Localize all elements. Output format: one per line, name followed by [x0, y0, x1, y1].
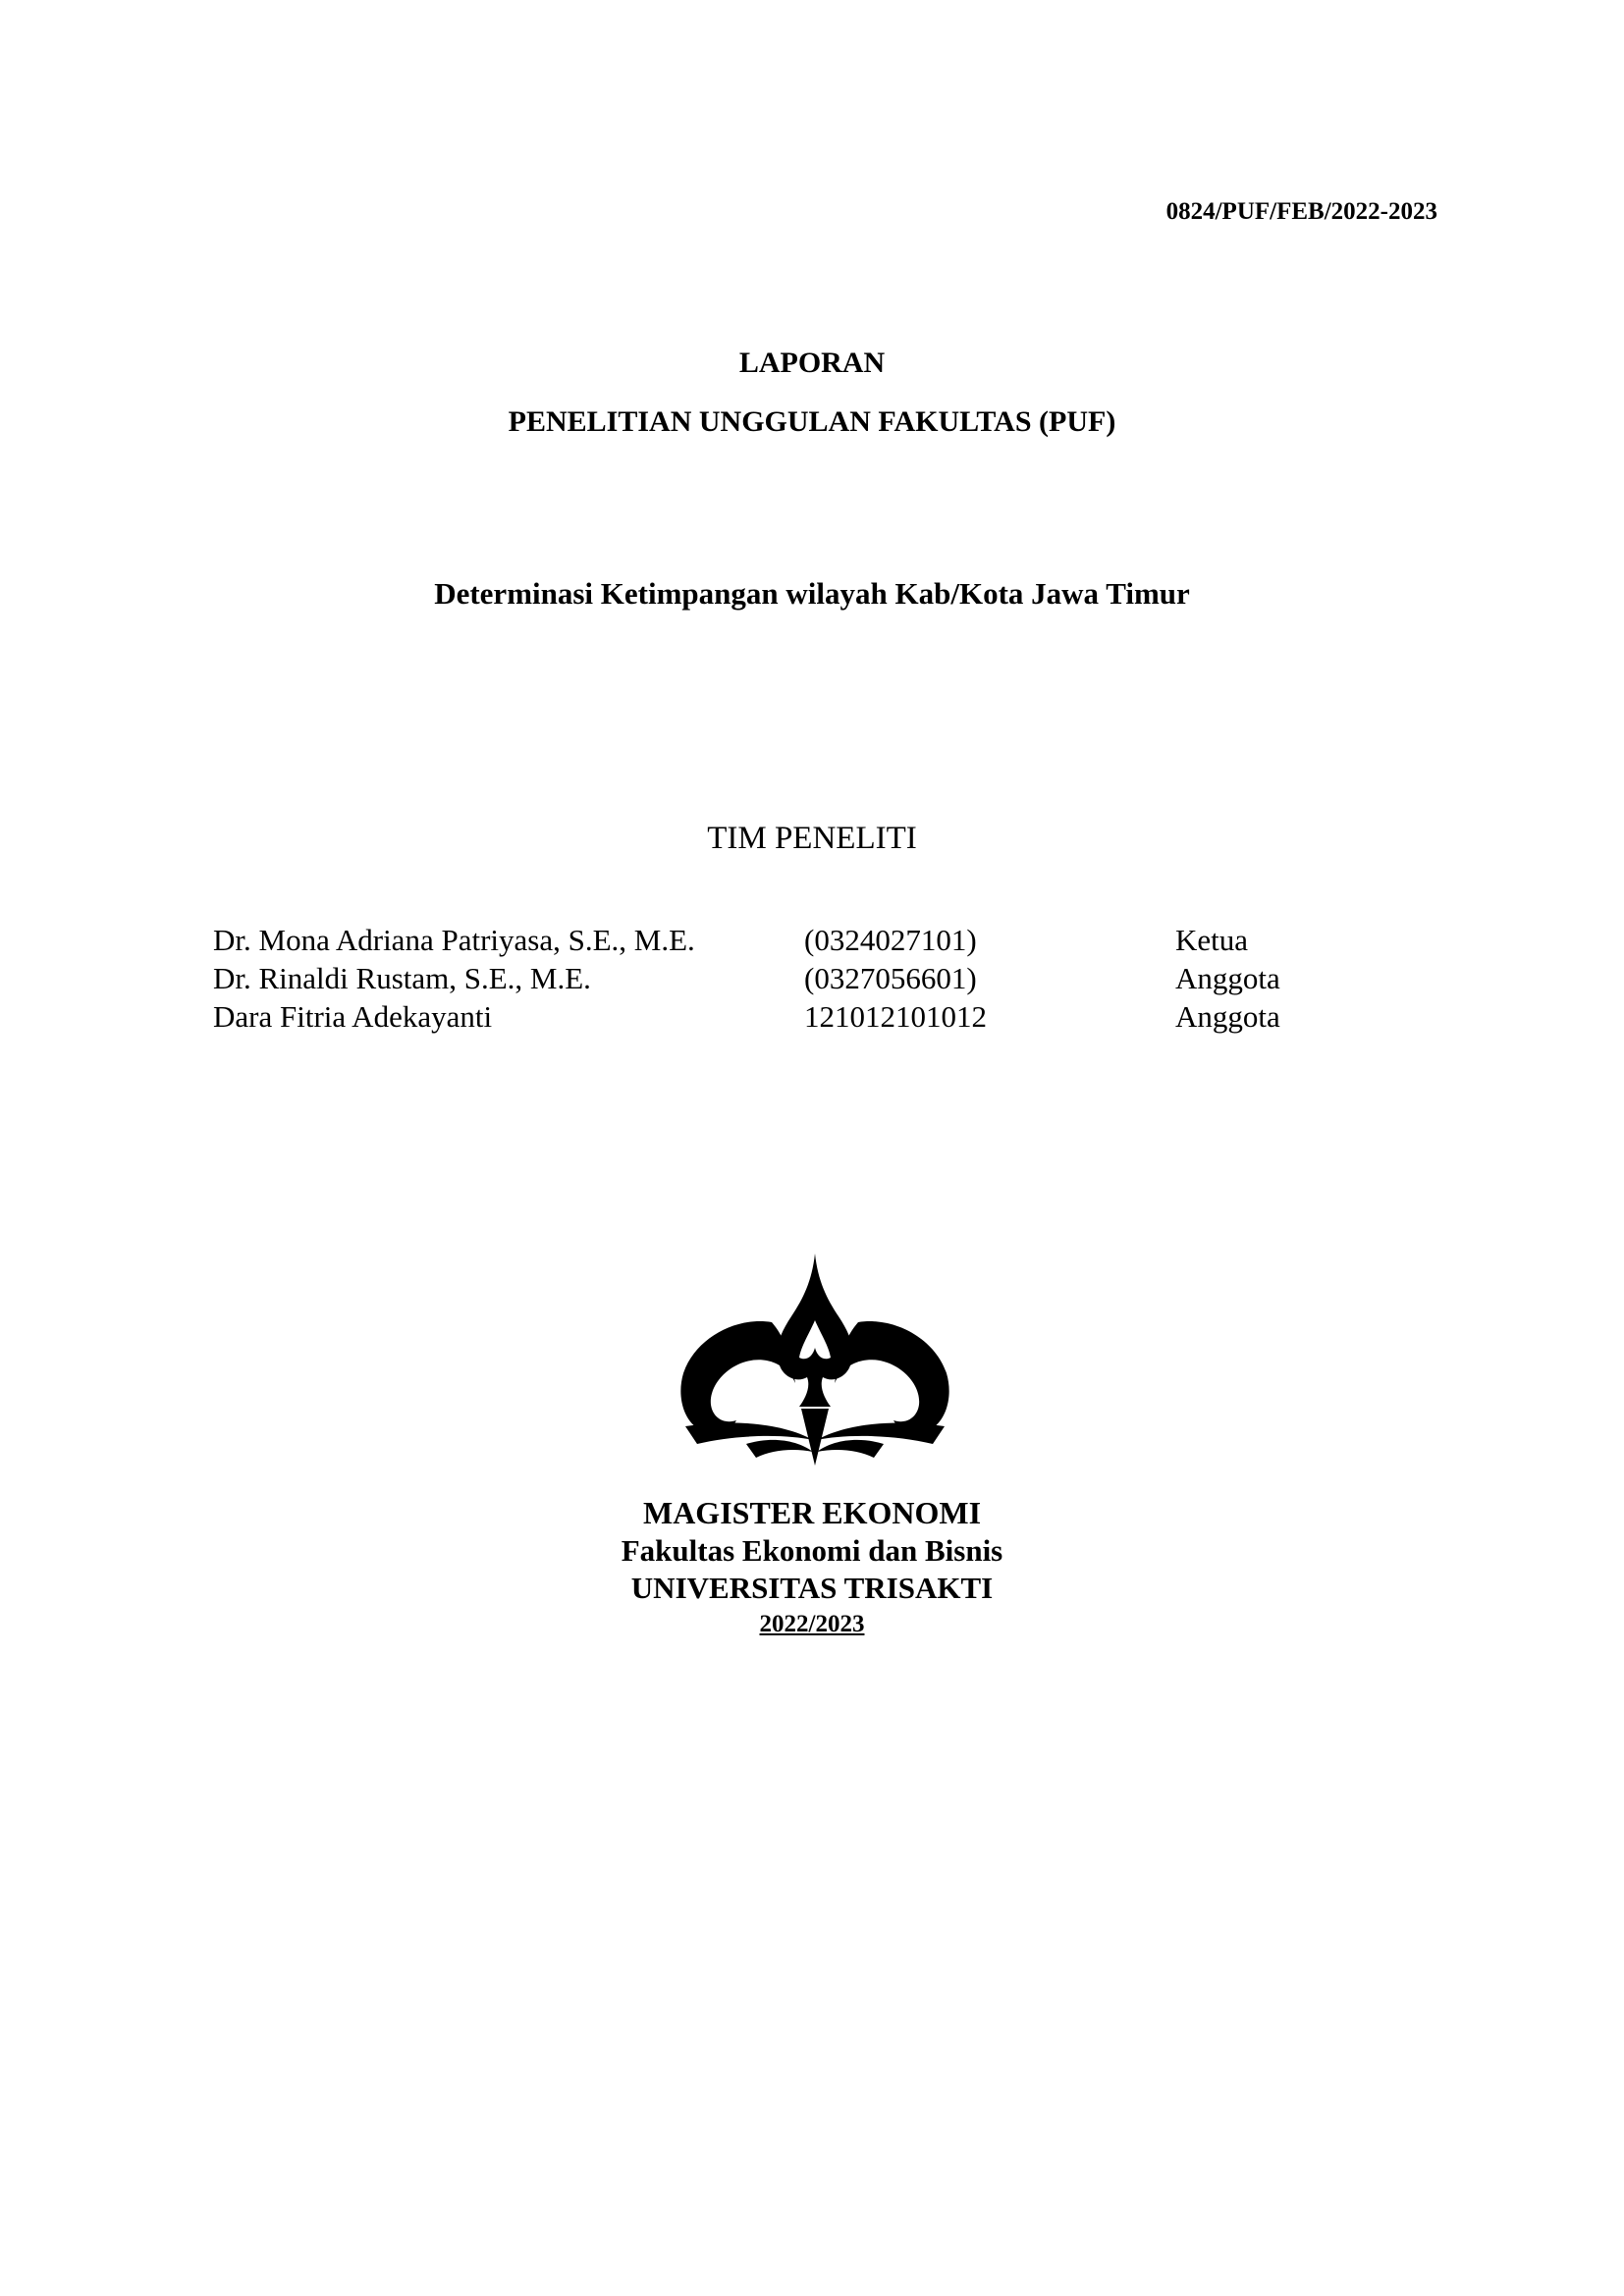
team-member-row [213, 923, 1391, 961]
team-list [213, 923, 1391, 1038]
program-title: PENELITIAN UNGGULAN FAKULTAS (PUF) [508, 405, 1116, 438]
university-name: UNIVERSITAS TRISAKTI [630, 1571, 994, 1605]
team-heading: TIM PENELITI [707, 821, 917, 856]
trisakti-logo-icon [677, 1252, 952, 1468]
member-name: Dr. Mona Adriana Patriyasa, S.E., M.E. [213, 923, 695, 957]
member-id: (0324027101) [804, 923, 977, 957]
report-label: LAPORAN [738, 347, 886, 379]
research-title: Determinasi Ketimpangan wilayah Kab/Kota Jawa Timur [434, 576, 1190, 611]
member-role: Anggota [1175, 961, 1280, 995]
member-id: 121012101012 [804, 999, 987, 1034]
member-name: Dr. Rinaldi Rustam, S.E., M.E. [213, 961, 591, 995]
program-name: MAGISTER EKONOMI [642, 1495, 982, 1530]
document-number: 0824/PUF/FEB/2022-2023 [1165, 198, 1437, 225]
member-role: Anggota [1175, 999, 1280, 1034]
member-id: (0327056601) [804, 961, 977, 995]
academic-year: 2022/2023 [759, 1611, 865, 1637]
faculty-name: Fakultas Ekonomi dan Bisnis [621, 1533, 1003, 1568]
team-member-row [213, 999, 1391, 1038]
member-role: Ketua [1175, 923, 1249, 957]
member-name: Dara Fitria Adekayanti [213, 999, 493, 1034]
team-member-row [213, 961, 1391, 999]
